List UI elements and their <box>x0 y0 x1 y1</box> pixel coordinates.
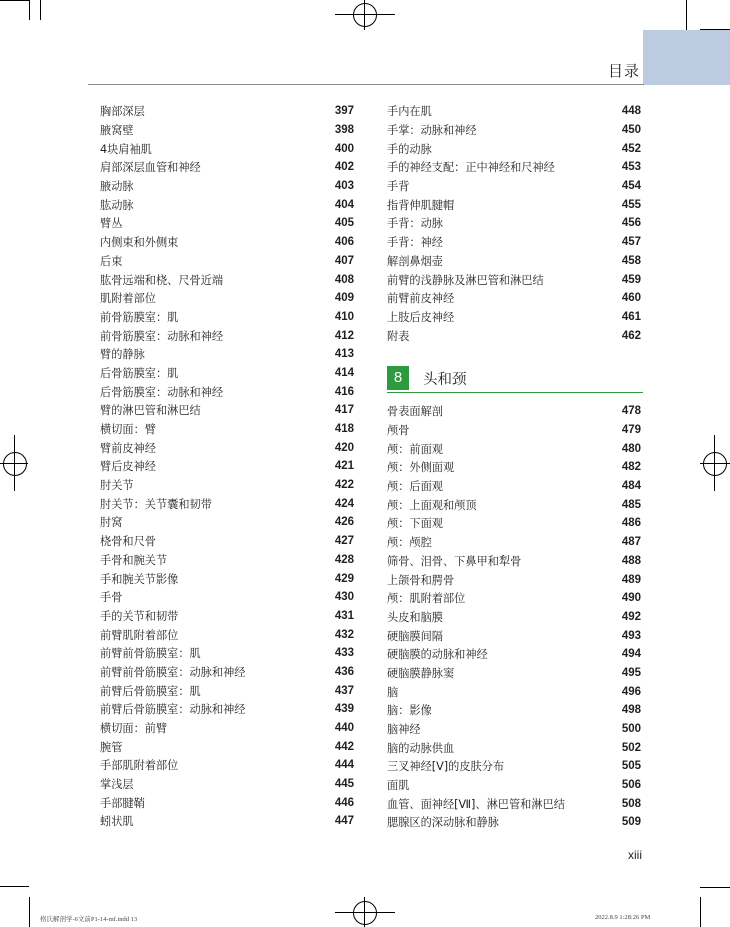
toc-entry[interactable] <box>100 420 354 439</box>
toc-entry-title: 手背 <box>387 180 410 194</box>
registration-mark-icon <box>353 3 377 27</box>
toc-chapter-8-list <box>387 402 641 832</box>
toc-entry[interactable] <box>100 663 354 682</box>
toc-entry-title: 前臂前骨筋膜室：肌 <box>100 647 201 661</box>
toc-entry[interactable] <box>100 139 354 158</box>
toc-entry-title: 臂的淋巴管和淋巴结 <box>100 404 201 418</box>
toc-entry-page: 446 <box>334 796 354 809</box>
crop-mark <box>0 886 29 887</box>
toc-entry-title: 颅：上面观和颅顶 <box>387 498 477 512</box>
toc-entry[interactable] <box>100 737 354 756</box>
toc-entry[interactable] <box>387 645 641 664</box>
crop-mark <box>700 897 701 927</box>
toc-entry-page: 496 <box>621 685 641 698</box>
toc-entry-page: 406 <box>334 236 354 249</box>
toc-entry-page: 427 <box>334 535 354 548</box>
registration-mark-icon <box>3 452 27 476</box>
toc-entry[interactable] <box>100 252 354 271</box>
toc-entry[interactable] <box>387 195 641 214</box>
toc-entry-title: 颅：后面观 <box>387 480 443 494</box>
toc-entry-title: 肘关节 <box>100 479 134 493</box>
chapter-number: 8 <box>387 366 409 390</box>
toc-entry-title: 手的关节和韧带 <box>100 609 179 623</box>
toc-entry-page: 459 <box>621 273 641 286</box>
toc-entry[interactable] <box>387 177 641 196</box>
toc-entry-title: 前骨筋膜室：肌 <box>100 310 179 324</box>
toc-entry-title: 手骨和腕关节 <box>100 553 168 567</box>
toc-entry-title: 脑 <box>387 685 399 699</box>
toc-entry-title: 解剖鼻烟壶 <box>387 254 443 268</box>
page-title: 目录 <box>607 62 640 80</box>
toc-entry[interactable] <box>100 382 354 401</box>
toc-entry-page: 489 <box>621 573 641 586</box>
toc-entry-title: 内侧束和外侧束 <box>100 236 179 250</box>
toc-entry-page: 457 <box>621 236 641 249</box>
toc-entry[interactable] <box>387 233 641 252</box>
toc-entry-title: 血管、面神经[Ⅶ]、淋巴管和淋巴结 <box>387 797 565 811</box>
toc-entry-page: 410 <box>334 310 354 323</box>
toc-left-column <box>100 102 354 831</box>
toc-entry-page: 508 <box>621 797 641 810</box>
toc-entry-title: 蚓状肌 <box>100 815 134 829</box>
crop-mark <box>29 0 30 20</box>
toc-entry[interactable] <box>387 552 641 571</box>
toc-entry-page: 450 <box>621 124 641 137</box>
toc-entry-page: 429 <box>334 572 354 585</box>
toc-entry[interactable] <box>100 476 354 495</box>
toc-entry[interactable] <box>100 494 354 513</box>
toc-entry-page: 430 <box>334 591 354 604</box>
toc-entry[interactable] <box>387 439 641 458</box>
toc-entry[interactable] <box>100 158 354 177</box>
toc-entry-page: 509 <box>621 816 641 829</box>
toc-entry-page: 439 <box>334 703 354 716</box>
toc-entry-title: 附表 <box>387 329 410 343</box>
toc-entry[interactable] <box>100 308 354 327</box>
toc-entry[interactable] <box>387 326 641 345</box>
toc-entry-title: 手和腕关节影像 <box>100 572 179 586</box>
toc-entry-page: 422 <box>334 479 354 492</box>
toc-entry-page: 488 <box>621 554 641 567</box>
toc-entry-page: 502 <box>621 741 641 754</box>
toc-entry-title: 颅：前面观 <box>387 442 443 456</box>
toc-entry-title: 腕管 <box>100 740 123 754</box>
header-color-tab <box>643 30 730 85</box>
toc-entry-page: 482 <box>621 461 641 474</box>
toc-entry-title: 肌附着部位 <box>100 292 156 306</box>
toc-entry[interactable] <box>387 608 641 627</box>
crop-mark <box>40 0 41 20</box>
toc-entry[interactable] <box>100 233 354 252</box>
toc-entry-title: 手背：动脉 <box>387 217 443 231</box>
toc-entry-page: 414 <box>334 366 354 379</box>
toc-entry-title: 前臂后骨筋膜室：动脉和神经 <box>100 703 246 717</box>
toc-entry-title: 前骨筋膜室：动脉和神经 <box>100 329 224 343</box>
chapter-title: 头和颈 <box>423 372 467 388</box>
toc-entry[interactable] <box>387 570 641 589</box>
toc-entry[interactable] <box>100 775 354 794</box>
toc-entry[interactable] <box>387 139 641 158</box>
toc-entry-page: 436 <box>334 665 354 678</box>
toc-entry-title: 面肌 <box>387 779 410 793</box>
toc-entry-page: 480 <box>621 442 641 455</box>
toc-entry-title: 胸部深层 <box>100 105 145 119</box>
toc-entry-page: 397 <box>334 105 354 118</box>
toc-entry-title: 三叉神经[Ⅴ]的皮肤分布 <box>387 760 505 774</box>
toc-entry[interactable] <box>100 625 354 644</box>
toc-entry[interactable] <box>100 607 354 626</box>
toc-entry-title: 后骨筋膜室：肌 <box>100 366 179 380</box>
toc-entry-title: 腋动脉 <box>100 180 134 194</box>
toc-entry-title: 手背：神经 <box>387 236 443 250</box>
toc-entry-title: 前臂前皮神经 <box>387 292 455 306</box>
toc-entry-title: 硬脑膜静脉窦 <box>387 666 455 680</box>
toc-entry-page: 492 <box>621 610 641 623</box>
toc-entry-page: 421 <box>334 460 354 473</box>
page-number: xiii <box>628 848 642 862</box>
toc-entry-page: 437 <box>334 684 354 697</box>
toc-entry-title: 手骨 <box>100 591 123 605</box>
toc-entry-title: 前臂肌附着部位 <box>100 628 179 642</box>
toc-entry-page: 402 <box>334 161 354 174</box>
toc-entry[interactable] <box>387 813 641 832</box>
toc-entry-page: 408 <box>334 273 354 286</box>
toc-entry-title: 筛骨、泪骨、下鼻甲和犁骨 <box>387 554 522 568</box>
header-divider <box>88 84 644 85</box>
toc-entry[interactable] <box>387 794 641 813</box>
toc-entry-page: 420 <box>334 441 354 454</box>
toc-entry[interactable] <box>387 158 641 177</box>
toc-entry[interactable] <box>100 551 354 570</box>
toc-entry[interactable] <box>387 514 641 533</box>
toc-entry-page: 448 <box>621 105 641 118</box>
toc-entry-page: 453 <box>621 161 641 174</box>
toc-entry[interactable] <box>100 457 354 476</box>
toc-entry[interactable] <box>100 401 354 420</box>
toc-entry-title: 腋窝壁 <box>100 124 134 138</box>
toc-entry[interactable] <box>387 701 641 720</box>
toc-entry-page: 431 <box>334 609 354 622</box>
toc-entry[interactable] <box>387 589 641 608</box>
toc-entry-page: 440 <box>334 722 354 735</box>
toc-entry[interactable] <box>100 177 354 196</box>
toc-entry[interactable] <box>100 345 354 364</box>
toc-entry[interactable] <box>387 421 641 440</box>
toc-entry[interactable] <box>100 513 354 532</box>
toc-entry-title: 后骨筋膜室：动脉和神经 <box>100 385 224 399</box>
toc-entry-title: 前臂后骨筋膜室：肌 <box>100 684 201 698</box>
print-slug-file: 格氏解剖学-6文前P1-14-mf.indd 13 <box>40 916 138 923</box>
toc-entry[interactable] <box>100 588 354 607</box>
toc-entry-page: 428 <box>334 553 354 566</box>
toc-entry-title: 前臂的浅静脉及淋巴管和淋巴结 <box>387 273 544 287</box>
toc-entry[interactable] <box>387 289 641 308</box>
toc-entry-title: 脑的动脉供血 <box>387 741 455 755</box>
toc-entry-page: 417 <box>334 404 354 417</box>
toc-entry[interactable] <box>100 756 354 775</box>
toc-entry[interactable] <box>100 719 354 738</box>
toc-entry-title: 上颌骨和腭骨 <box>387 573 455 587</box>
toc-entry-title: 前臂前骨筋膜室：动脉和神经 <box>100 665 246 679</box>
toc-entry-title: 肩部深层血管和神经 <box>100 161 201 175</box>
toc-entry-page: 486 <box>621 517 641 530</box>
toc-entry-title: 腮腺区的深动脉和静脉 <box>387 816 499 830</box>
toc-entry-title: 硬脑膜间隔 <box>387 629 443 643</box>
toc-entry-page: 426 <box>334 516 354 529</box>
toc-entry[interactable] <box>100 532 354 551</box>
toc-entry[interactable] <box>387 664 641 683</box>
toc-entry-title: 手的神经支配：正中神经和尺神经 <box>387 161 555 175</box>
toc-entry[interactable] <box>100 326 354 345</box>
toc-entry-page: 413 <box>334 348 354 361</box>
chapter-divider <box>387 392 643 393</box>
toc-entry-title: 硬脑膜的动脉和神经 <box>387 648 488 662</box>
toc-entry[interactable] <box>387 626 641 645</box>
toc-entry-page: 445 <box>334 778 354 791</box>
toc-entry-title: 手部肌附着部位 <box>100 759 179 773</box>
toc-entry[interactable] <box>100 644 354 663</box>
toc-entry[interactable] <box>100 793 354 812</box>
toc-right-column <box>387 102 641 345</box>
toc-entry-title: 后束 <box>100 254 123 268</box>
toc-entry-page: 490 <box>621 592 641 605</box>
toc-entry[interactable] <box>387 477 641 496</box>
toc-entry-page: 460 <box>621 292 641 305</box>
toc-entry-page: 461 <box>621 310 641 323</box>
toc-entry-title: 4块肩袖肌 <box>100 142 152 156</box>
toc-entry-page: 454 <box>621 180 641 193</box>
toc-entry[interactable] <box>387 402 641 421</box>
toc-entry[interactable] <box>100 438 354 457</box>
toc-entry-page: 442 <box>334 740 354 753</box>
toc-entry-page: 479 <box>621 424 641 437</box>
toc-entry-title: 肱骨远端和桡、尺骨近端 <box>100 273 224 287</box>
toc-entry[interactable] <box>100 681 354 700</box>
toc-entry-page: 455 <box>621 198 641 211</box>
toc-entry[interactable] <box>100 102 354 121</box>
toc-entry[interactable] <box>387 533 641 552</box>
toc-entry-page: 478 <box>621 405 641 418</box>
toc-entry-page: 412 <box>334 329 354 342</box>
toc-entry-page: 452 <box>621 142 641 155</box>
toc-entry-page: 498 <box>621 704 641 717</box>
toc-entry[interactable] <box>100 289 354 308</box>
toc-entry-title: 头皮和脑膜 <box>387 610 443 624</box>
toc-entry[interactable] <box>100 121 354 140</box>
toc-entry[interactable] <box>387 776 641 795</box>
toc-entry-page: 487 <box>621 536 641 549</box>
toc-entry[interactable] <box>100 364 354 383</box>
toc-entry-title: 脑神经 <box>387 723 421 737</box>
toc-entry-page: 433 <box>334 647 354 660</box>
toc-entry-title: 横切面：臂 <box>100 423 156 437</box>
registration-mark-icon <box>353 901 377 925</box>
toc-entry[interactable] <box>387 270 641 289</box>
toc-entry-title: 脑：影像 <box>387 704 432 718</box>
toc-entry-title: 颅：肌附着部位 <box>387 592 466 606</box>
toc-entry[interactable] <box>387 495 641 514</box>
toc-entry-page: 424 <box>334 497 354 510</box>
toc-entry-title: 颅：外侧面观 <box>387 461 455 475</box>
toc-entry-page: 484 <box>621 480 641 493</box>
toc-entry-title: 臂的静脉 <box>100 348 145 362</box>
print-slug-date: 2022.8.9 1:28:26 PM <box>595 914 651 921</box>
crop-mark <box>0 0 29 1</box>
toc-entry-page: 409 <box>334 292 354 305</box>
toc-entry-title: 指背伸肌腱帽 <box>387 198 455 212</box>
toc-entry-page: 494 <box>621 648 641 661</box>
toc-entry-page: 444 <box>334 759 354 772</box>
toc-entry[interactable] <box>100 700 354 719</box>
toc-entry[interactable] <box>387 458 641 477</box>
toc-entry-title: 上肢后皮神经 <box>387 310 455 324</box>
toc-entry[interactable] <box>387 682 641 701</box>
toc-entry-page: 404 <box>334 198 354 211</box>
toc-entry-title: 臂丛 <box>100 217 123 231</box>
toc-entry-title: 手部腱鞘 <box>100 796 145 810</box>
toc-entry[interactable] <box>387 757 641 776</box>
toc-entry-page: 416 <box>334 385 354 398</box>
toc-entry[interactable] <box>387 102 641 121</box>
toc-entry-page: 493 <box>621 629 641 642</box>
toc-entry-title: 骨表面解剖 <box>387 405 443 419</box>
toc-entry-title: 颅：颅腔 <box>387 536 432 550</box>
toc-entry[interactable] <box>100 569 354 588</box>
crop-mark <box>700 887 730 888</box>
toc-entry-page: 458 <box>621 254 641 267</box>
toc-entry-page: 418 <box>334 423 354 436</box>
toc-entry-title: 手内在肌 <box>387 105 432 119</box>
toc-entry-page: 485 <box>621 498 641 511</box>
toc-entry-title: 手的动脉 <box>387 142 432 156</box>
toc-entry-page: 400 <box>334 142 354 155</box>
toc-entry-page: 505 <box>621 760 641 773</box>
toc-entry-title: 手掌：动脉和神经 <box>387 124 477 138</box>
toc-entry-page: 506 <box>621 779 641 792</box>
toc-entry-title: 颅骨 <box>387 424 410 438</box>
toc-entry-page: 462 <box>621 329 641 342</box>
toc-entry-title: 肱动脉 <box>100 198 134 212</box>
registration-mark-icon <box>703 452 727 476</box>
toc-entry[interactable] <box>387 121 641 140</box>
toc-entry[interactable] <box>100 812 354 831</box>
toc-entry-title: 桡骨和尺骨 <box>100 535 156 549</box>
toc-entry-page: 398 <box>334 124 354 137</box>
toc-entry[interactable] <box>387 738 641 757</box>
toc-entry-page: 407 <box>334 254 354 267</box>
toc-entry-title: 横切面：前臂 <box>100 722 168 736</box>
chapter-heading[interactable] <box>387 366 643 396</box>
toc-entry-page: 447 <box>334 815 354 828</box>
toc-entry[interactable] <box>100 214 354 233</box>
toc-entry-title: 肘关节：关节囊和韧带 <box>100 497 212 511</box>
crop-mark <box>29 897 30 927</box>
toc-entry-page: 432 <box>334 628 354 641</box>
toc-entry[interactable] <box>387 214 641 233</box>
toc-entry-page: 405 <box>334 217 354 230</box>
toc-entry-title: 掌浅层 <box>100 778 134 792</box>
toc-entry[interactable] <box>387 308 641 327</box>
toc-entry-title: 臂后皮神经 <box>100 460 156 474</box>
toc-entry[interactable] <box>100 195 354 214</box>
toc-entry[interactable] <box>387 720 641 739</box>
toc-entry-title: 颅：下面观 <box>387 517 443 531</box>
toc-entry-page: 500 <box>621 723 641 736</box>
toc-entry-page: 403 <box>334 180 354 193</box>
crop-mark <box>686 0 687 30</box>
toc-entry-title: 臂前皮神经 <box>100 441 156 455</box>
toc-entry-page: 456 <box>621 217 641 230</box>
toc-entry-title: 肘窝 <box>100 516 123 530</box>
toc-entry[interactable] <box>387 252 641 271</box>
toc-entry-page: 495 <box>621 666 641 679</box>
toc-entry[interactable] <box>100 270 354 289</box>
